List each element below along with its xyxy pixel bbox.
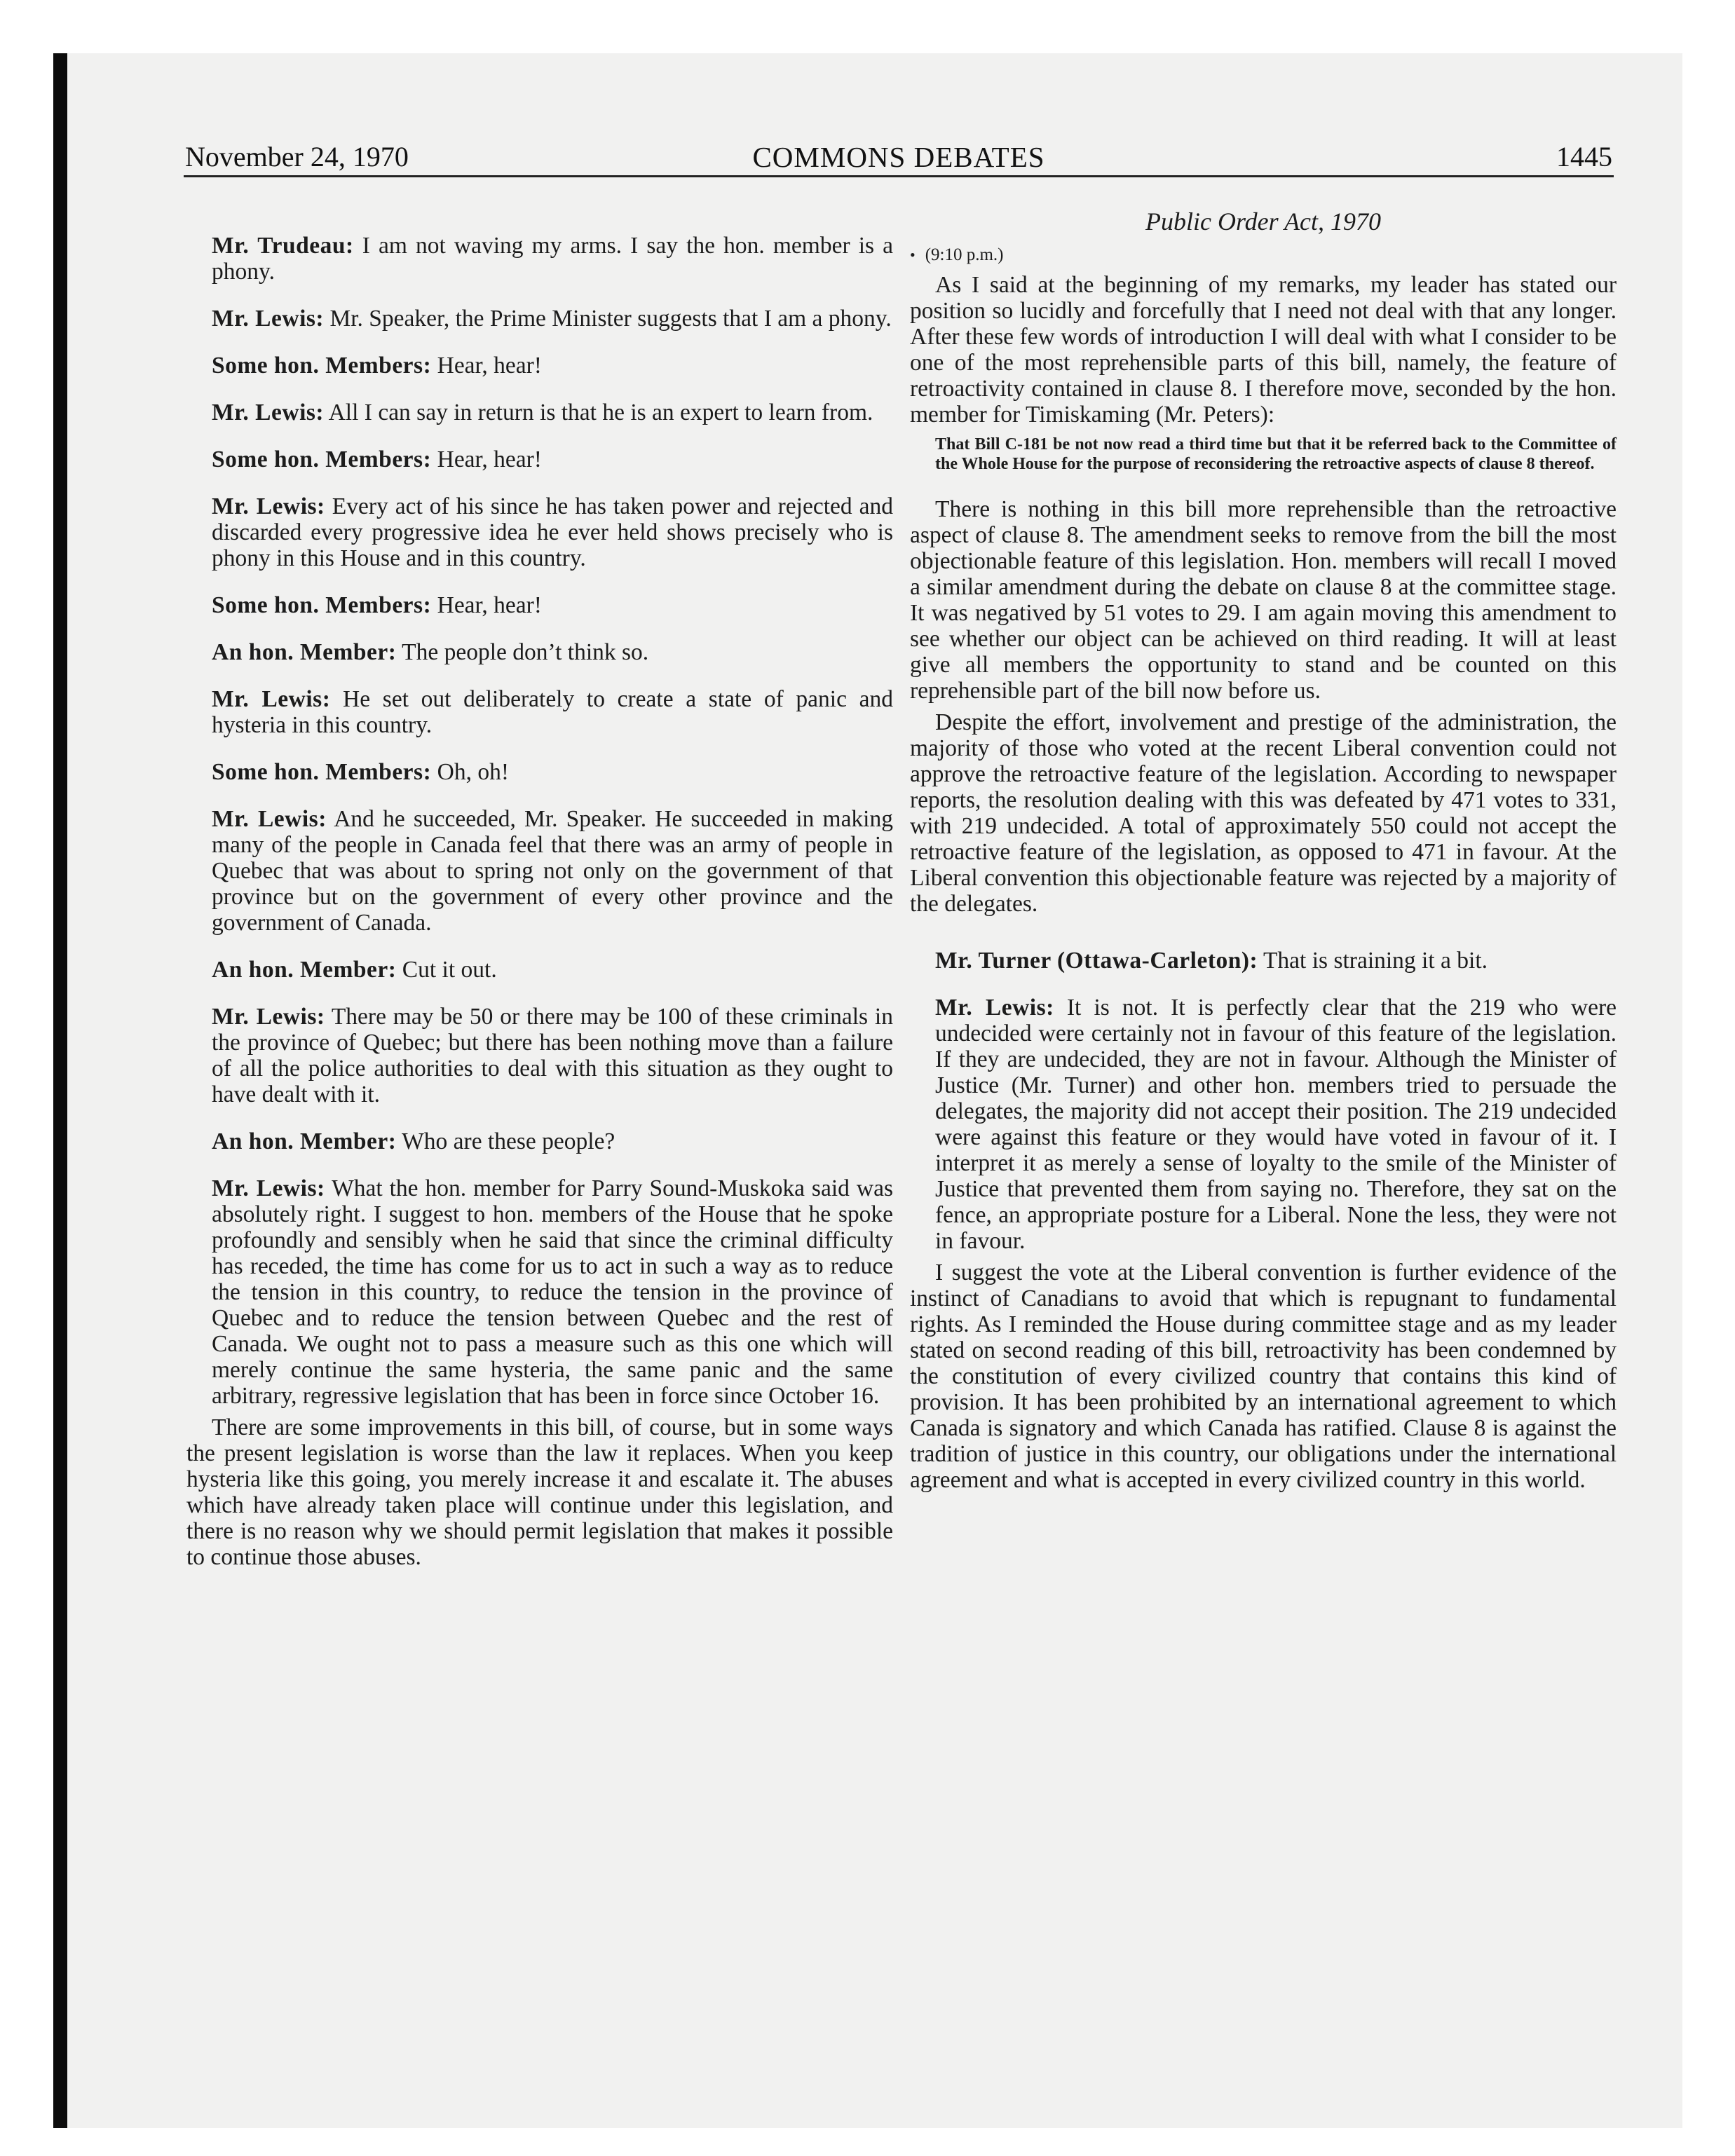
speech-paragraph (910, 496, 1617, 704)
header-publication: COMMONS DEBATES (752, 141, 1045, 173)
speech-paragraph (186, 233, 893, 285)
speech-text: There is nothing in this bill more reprehensible than the retroactive aspect of clause 8. The amendment seeks to remove from the bill the most objectionable feature of this legislation. Hon. members will recall I moved a similar amendment during the debate on clause 8 at the committee stage. It was negatived by 51 votes to 29. I am again moving this amendment to see whether our object can be achieved on third reading. It will at least give all members the opportunity to stand and be counted on this reprehensible part of the bill now before us. (910, 496, 1617, 704)
continuation-paragraph (910, 1260, 1617, 1493)
time-stamp (910, 243, 1617, 268)
speaker-name: Mr. Turner (Ottawa-Carleton): (935, 948, 1258, 974)
speech-text: Hear, hear! (437, 592, 542, 618)
speaker-name: An hon. Member: (212, 1128, 397, 1154)
bullet-icon: • (910, 246, 916, 264)
speech-text: Mr. Speaker, the Prime Minister suggests that I am a phony. (329, 306, 892, 332)
speech-paragraph (186, 1128, 893, 1154)
speaker-name: An hon. Member: (212, 639, 397, 665)
left-column (186, 233, 893, 1570)
speech-text: It is not. It is perfectly clear that the 219 who were undecided were certainly not in favour of this feature of the legislation. If they are undecided, they are not in favour. Although the Minister of Justice (Mr. Turner) and other hon. members tried to persuade the delegates, the majority did not accept their position. The 219 undecided were against this feature or they would have voted in favour of it. I interpret it as merely a sense of loyalty to the smile of the Minister of Justice that prevented them from saying no. Therefore, they sat on the fence, an appropriate posture for a Liberal. None the less, they were not in favour. (935, 995, 1617, 1254)
speaker-name: Mr. Lewis: (212, 493, 325, 519)
speech-text: The people don’t think so. (402, 639, 649, 665)
speech-paragraph (186, 306, 893, 332)
speech-text: Hear, hear! (437, 446, 542, 472)
speech-paragraph (186, 493, 893, 571)
speech-paragraph (910, 948, 1617, 974)
speech-paragraph (910, 709, 1617, 917)
speech-text: Oh, oh! (437, 759, 509, 785)
header-page-number: 1445 (1556, 141, 1612, 172)
scan-border (53, 53, 67, 2128)
speech-paragraph (186, 686, 893, 738)
speech-text: As I said at the beginning of my remarks, my leader has stated our position so lucidly and forcefully that I need not deal with that any longer. After these few words of introduction I will deal with what I consider to be one of the most reprehensible parts of this bill, namely, the feature of retroactivity contained in clause 8. I therefore move, seconded by the hon. member for Timiskaming (Mr. Peters): (910, 272, 1617, 428)
page-header (185, 140, 1612, 175)
speaker-name: Mr. Lewis: (212, 1004, 325, 1030)
speaker-name: Some hon. Members: (212, 759, 432, 785)
speaker-name: Mr. Lewis: (212, 686, 331, 712)
header-date: November 24, 1970 (185, 141, 409, 172)
speech-text: And he succeeded, Mr. Speaker. He succeeded in making many of the people in Canada feel that there was an army of people in Quebec that was about to spring not only on the government of that province but on the government of every other province and the government of Canada. (212, 806, 893, 936)
speaker-name: Some hon. Members: (212, 353, 432, 378)
speech-paragraph (186, 353, 893, 378)
speech-paragraph (186, 1004, 893, 1107)
speech-paragraph (186, 592, 893, 618)
speaker-name: Some hon. Members: (212, 592, 432, 618)
motion-text: That Bill C-181 be not now read a third time but that it be referred back to the Committee of the Whole House for the purpose of reconsidering the retroactive aspects of clause 8 thereof. (935, 435, 1617, 473)
speech-text: I suggest the vote at the Liberal convention is further evidence of the instinct of Canadians to avoid that which is repugnant to fundamental rights. As I reminded the House during committee stage and as my leader stated on second reading of this bill, retroactivity has been condemned by the constitution of every civilized country that contains this kind of provision. It has been prohibited by an international agreement to which Canada is signatory and which Canada has ratified. Clause 8 is against the tradition of justice in this country, our obligations under the international agreement and what is accepted in every civilized country in this world. (910, 1260, 1617, 1493)
speech-paragraph (186, 759, 893, 785)
time-stamp-text: (9:10 p.m.) (925, 245, 1004, 264)
speech-text: Every act of his since he has taken power and rejected and discarded every progressive idea he ever held shows precisely who is phony in this House and in this country. (212, 493, 894, 571)
speech-paragraph (186, 639, 893, 665)
header-rule (184, 175, 1614, 177)
speaker-name: Mr. Lewis: (212, 806, 327, 832)
speech-text: There may be 50 or there may be 100 of these criminals in the province of Quebec; but there has been nothing move than a failure of all the police authorities to deal with this situation as they ought to have dealt with it. (212, 1004, 893, 1107)
speech-text: I am not waving my arms. I say the hon. member is a phony. (212, 233, 893, 285)
speech-paragraph (910, 272, 1617, 428)
speech-paragraph (186, 1175, 893, 1409)
speaker-name: Mr. Lewis: (212, 306, 325, 332)
speech-text: Cut it out. (402, 957, 497, 983)
speech-text: There are some improvements in this bill, of course, but in some ways the present legislation is worse than the law it replaces. When you keep hysteria like this going, you merely increase it and escalate it. The abuses which have already taken place will continue under this legislation, and there is no reason why we should permit legislation that makes it possible to continue those abuses. (186, 1414, 893, 1570)
speech-paragraph (186, 957, 893, 983)
speaker-name: Mr. Lewis: (212, 400, 325, 425)
speech-text: Hear, hear! (437, 353, 542, 378)
speech-paragraph (186, 446, 893, 472)
right-column (910, 207, 1617, 1493)
speech-text: All I can say in return is that he is an expert to learn from. (328, 400, 873, 425)
speech-text: Despite the effort, involvement and prestige of the administration, the majority of those who voted at the recent Liberal convention could not approve the retroactive feature of the legislation. According to newspaper reports, the resolution dealing with this was defeated by 471 votes to 331, with 219 undecided. A total of approximately 550 could not accept the retroactive feature of the legislation, as opposed to 471 in favour. At the Liberal convention this objectionable feature was rejected by a majority of the delegates. (910, 709, 1617, 917)
continuation-paragraph (186, 1414, 893, 1570)
speaker-name: Mr. Trudeau: (212, 233, 354, 259)
speech-paragraph (910, 995, 1617, 1254)
speech-paragraph (186, 400, 893, 425)
speech-text: What the hon. member for Parry Sound-Muskoka said was absolutely right. I suggest to hon. members of the House that he spoke profoundly and sensibly when he said that since the criminal difficulty has receded, the time has come for us to act in such a way as to reduce the tension in this country, to reduce the tension in the province of Quebec and to reduce the tension between Quebec and the rest of Canada. We ought not to pass a measure such as this one which will merely continue the same hysteria, the same panic and the same arbitrary, regressive legislation that has been in force since October 16. (212, 1175, 893, 1409)
speech-text: He set out deliberately to create a state of panic and hysteria in this country. (212, 686, 893, 738)
speech-text: That is straining it a bit. (1263, 948, 1488, 974)
speaker-name: Mr. Lewis: (212, 1175, 325, 1201)
speaker-name: Mr. Lewis: (935, 995, 1054, 1021)
speech-paragraph (186, 806, 893, 936)
speaker-name: Some hon. Members: (212, 446, 432, 472)
speaker-name: An hon. Member: (212, 957, 397, 983)
section-heading: Public Order Act, 1970 (1145, 207, 1381, 236)
speech-text: Who are these people? (402, 1128, 615, 1154)
